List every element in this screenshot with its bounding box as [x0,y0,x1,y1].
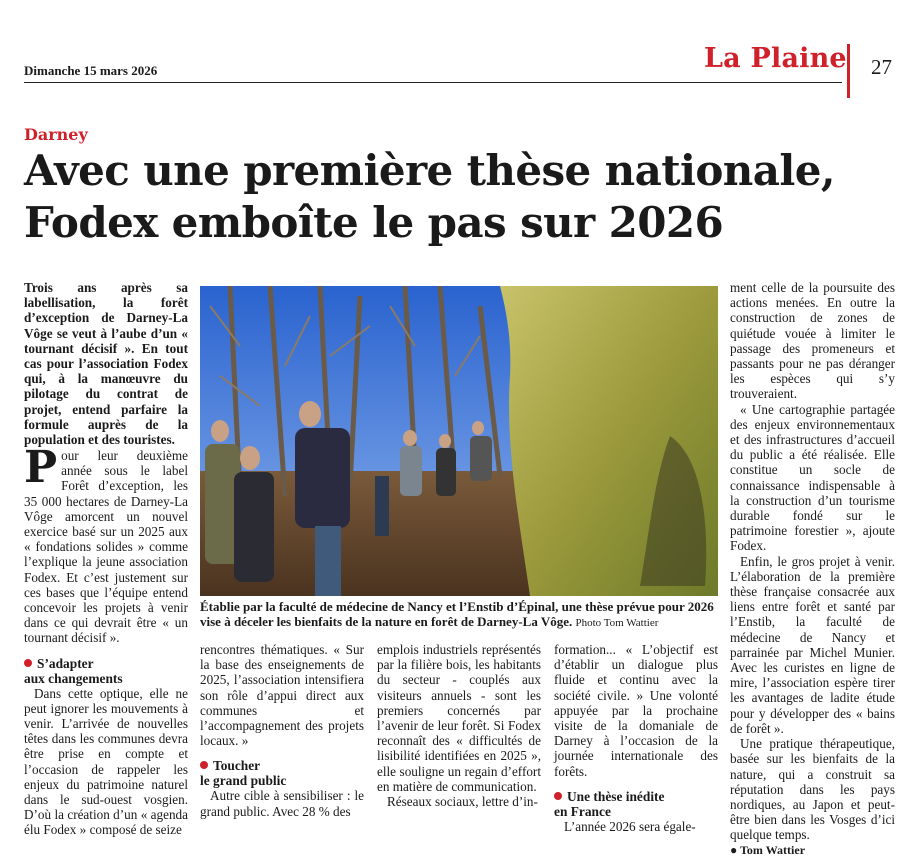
article-column-2 [200,642,364,819]
paragraph [24,442,188,646]
article-column-1 [24,442,188,838]
article-photo [200,286,718,596]
photo-credit: Photo Tom Wattier [575,617,659,629]
paragraph: rencontres thématiques. « Sur la base des enseignements de 2025, l’association intensifiera son rôle d’appui direct aux communes et l’accompagnement des projets locaux. » [200,642,364,749]
author-signature [730,843,895,858]
subhead-line: en France [554,803,611,819]
subhead-line: Toucher [213,758,261,774]
paragraph: Dans cette optique, elle ne peut ignorer les mouvements à venir. L’arrivée de nouvelles têtes dans les communes devra être prise en compte et l’occasion de rappeler les enjeux du patrimoine naturel dans le sud-ouest vosgien. D’où la création d’un « agenda élu Fodex » composé de seize [24,685,188,838]
paragraph: Autre cible à sensibiliser : le grand public. Avec 28 % des [200,788,364,819]
paragraph: ment celle de la poursuite des actions menées. En outre la construction de zones de quiétude vouée à limiter le passage des promeneurs et passants pour ne pas déranger les espèces qui s’y trouveraient. [730,280,895,402]
subhead-line: aux changements [24,670,123,686]
subhead-line: Une thèse inédite [567,788,665,804]
subhead [24,656,188,686]
paragraph: Réseaux sociaux, lettre d’in- [387,794,538,810]
paragraph: Enfin, le gros projet à venir. L’élaboration de la première thèse française consacrée aux liens entre forêt et santé par l’Enstib, la faculté de médecine de Nancy et parrainée par Michel Munier. Avec les curistes en ligne de mire, l’association espère tirer les avantages de ladite étude pour y développer des « bains de forêt ». [730,553,895,736]
article-column-3 [377,642,541,809]
bullet-dot-icon [200,761,208,769]
headline [24,145,894,249]
header-accent-bar [847,44,850,98]
edition-date: Dimanche 15 mars 2026 [24,63,158,78]
kicker: Darney [24,125,88,144]
dropcap: P [24,442,58,493]
bullet-dot-icon [24,659,32,667]
paragraph: Une pratique thérapeutique, basée sur les bienfaits de la nature, qui a construit sa réputation dans les pays nordiques, au Japon et peut-être bien dans les Vosges d’ici quelque temps. [730,736,895,843]
lead-text: Trois ans après sa labellisation, la forêt d’exception de Darney-La Vôge se veut à l’aube d’un « tournant décisif ». En tout cas pour l’association Fodex qui, à la manœuvre du pilotage du contrat de projet, entend parfaire la formule auprès de la population et des touristes. [24,280,188,448]
author-name: Tom Wattier [740,842,806,857]
paragraph: emplois industriels représentés par la filière bois, les habitants du secteur - couplés aux visiteurs annuels - sont les premiers concernés par l’avenir de leur forêt. Si Fodex reconnaît des « difficultés de lisibilité identifiées en 2025 », elle souligne un regain d’effort en matière de communication. [377,642,541,794]
bullet-dot-icon [554,792,562,800]
section-title: La Plaine [704,43,847,74]
bullet-icon: ● [730,842,741,857]
subhead [200,758,364,788]
paragraph: « Une cartographie partagée des enjeux environnementaux et des infrastructures d’accueil du public a été réalisée. Elle constitue un socle de connaissance indispensable à la construction d’un tourisme durable fondé sur le patrimoine forestier », ajoute Fodex. [730,401,895,554]
subhead-line: le grand public [200,773,287,789]
photo-caption [200,599,718,631]
article-column-5 [730,280,895,858]
page-number: 27 [871,55,892,79]
subhead-line: S’adapter [37,655,94,671]
headline-line-1: Avec une première thèse nationale, [24,146,835,195]
caption-text: Établie par la faculté de médecine de Nancy et l’Enstib d’Épinal, une thèse prévue pour 2026 vise à déceler les bienfaits de la nature en forêt de Darney-La Vôge. [200,599,714,629]
paragraph: formation... « L’objectif est d’établir un dialogue plus fluide et continu avec la société civile. » Une volonté appuyée par la prochaine visite de la domaniale de Darney à l’occasion de la journée internationale des forêts. [554,642,718,779]
headline-line-2: Fodex emboîte le pas sur 2026 [24,198,724,247]
lead-paragraph [24,280,188,447]
paragraph: L’année 2026 sera égale- [564,818,696,834]
article-column-4 [554,642,718,834]
paragraph-text: our leur deuxième année sous le label Forêt d’exception, les 35 000 hectares de Darney-La Vôge amorcent un nouvel exercice basé sur un 2025 aux « fondations solides » comme l’explique la jeune association Fodex. Et c’est justement sur ces bases que l’équipe entend concevoir les projets à venir dans ce qui devrait être « un tournant décisif ». [24,448,188,646]
subhead [554,789,718,819]
header-rule [24,82,842,83]
